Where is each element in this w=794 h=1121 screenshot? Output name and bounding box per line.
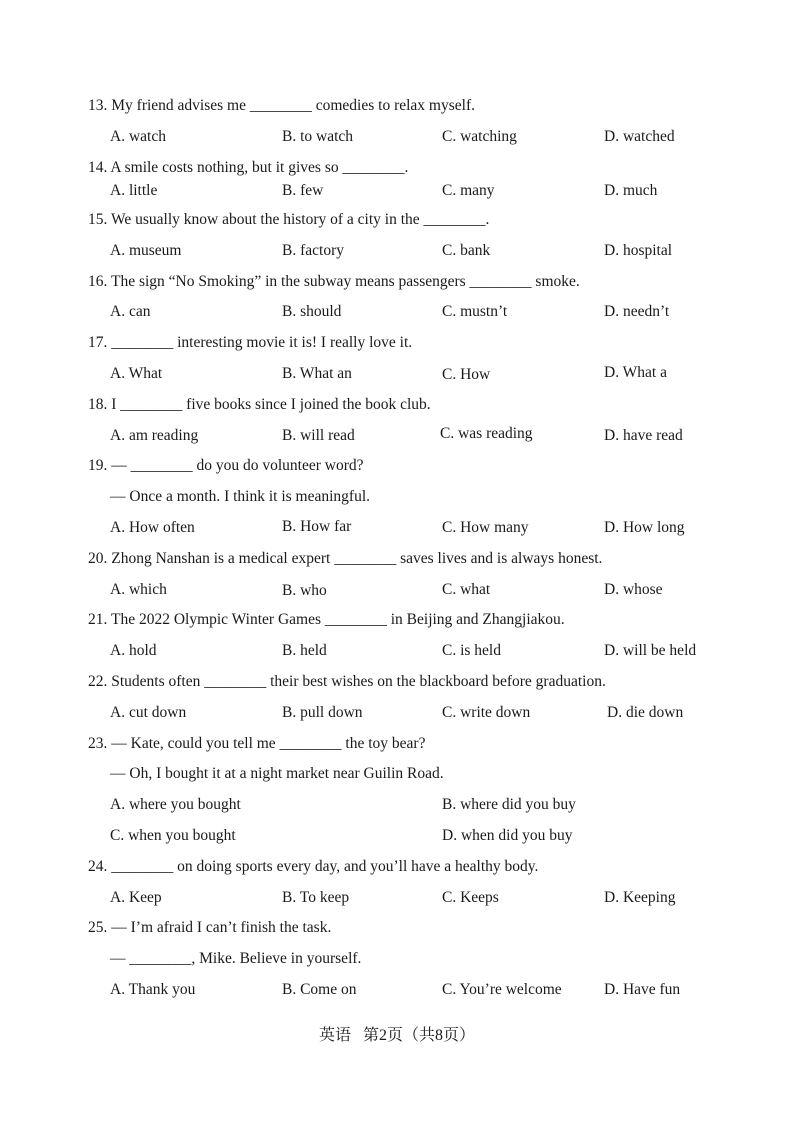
question-19-option-c: C. How many [442, 519, 529, 536]
question-15-option-d: D. hospital [604, 242, 673, 259]
question-15-option-b: B. factory [282, 242, 344, 259]
question-25-option-a: A. Thank you [110, 981, 196, 998]
question-16-option-b: B. should [282, 303, 342, 320]
question-17-option-a: A. What [110, 365, 163, 382]
question-18-option-a: A. am reading [110, 427, 199, 444]
question-21-option-b: B. held [282, 642, 327, 659]
question-18-option-c: C. was reading [440, 425, 533, 442]
question-19-answer-line: — Once a month. I think it is meaningful. [110, 488, 371, 505]
question-15-option-c: C. bank [442, 242, 491, 259]
question-15-option-a: A. museum [110, 242, 182, 259]
question-24-option-b: B. To keep [282, 889, 350, 906]
question-16-option-a: A. can [110, 303, 151, 320]
question-13-stem: 13. My friend advises me ________ comedies to relax myself. [88, 97, 475, 114]
question-17-option-c: C. How [442, 366, 491, 383]
question-23-stem: 23. — Kate, could you tell me ________ the toy bear? [88, 735, 426, 752]
question-23-option-d: D. when did you buy [442, 827, 573, 844]
question-19-option-b: B. How far [282, 518, 352, 535]
question-18-option-b: B. will read [282, 427, 355, 444]
question-25-option-b: B. Come on [282, 981, 357, 998]
question-23-option-b: B. where did you buy [442, 796, 576, 813]
question-16-option-c: C. mustn’t [442, 303, 508, 320]
question-22-option-d: D. die down [607, 704, 684, 721]
question-24-option-c: C. Keeps [442, 889, 499, 906]
question-23-answer-line: — Oh, I bought it at a night market near Guilin Road. [110, 765, 444, 782]
question-23-option-c: C. when you bought [110, 827, 236, 844]
question-17-option-b: B. What an [282, 365, 352, 382]
question-19-option-d: D. How long [604, 519, 685, 536]
question-23-option-a: A. where you bought [110, 796, 241, 813]
question-25-option-d: D. Have fun [604, 981, 681, 998]
question-21-option-c: C. is held [442, 642, 501, 659]
question-14-option-b: B. few [282, 182, 324, 199]
question-13-option-b: B. to watch [282, 128, 354, 145]
question-21-option-a: A. hold [110, 642, 157, 659]
question-13-option-d: D. watched [604, 128, 675, 145]
question-20-option-a: A. which [110, 581, 167, 598]
question-17-stem: 17. ________ interesting movie it is! I really love it. [88, 334, 413, 351]
question-19-option-a: A. How often [110, 519, 195, 536]
question-18-option-d: D. have read [604, 427, 683, 444]
question-14-stem: 14. A smile costs nothing, but it gives so ________. [88, 159, 409, 176]
question-16-option-d: D. needn’t [604, 303, 670, 320]
question-22-option-c: C. write down [442, 704, 531, 721]
question-21-stem: 21. The 2022 Olympic Winter Games ________ in Beijing and Zhangjiakou. [88, 611, 565, 628]
question-13-option-a: A. watch [110, 128, 166, 145]
question-24-option-d: D. Keeping [604, 889, 676, 906]
question-14-option-d: D. much [604, 182, 658, 199]
question-25-answer-line: — ________, Mike. Believe in yourself. [110, 950, 362, 967]
question-20-option-b: B. who [282, 582, 327, 599]
question-18-stem: 18. I ________ five books since I joined the book club. [88, 396, 431, 413]
question-24-option-a: A. Keep [110, 889, 162, 906]
question-14-option-c: C. many [442, 182, 495, 199]
question-15-stem: 15. We usually know about the history of a city in the ________. [88, 211, 490, 228]
question-24-stem: 24. ________ on doing sports every day, and you’ll have a healthy body. [88, 858, 539, 875]
question-20-stem: 20. Zhong Nanshan is a medical expert ________ saves lives and is always honest. [88, 550, 603, 567]
question-22-option-b: B. pull down [282, 704, 363, 721]
question-17-option-d: D. What a [604, 364, 667, 381]
question-14-option-a: A. little [110, 182, 158, 199]
question-22-stem: 22. Students often ________ their best wishes on the blackboard before graduation. [88, 673, 606, 690]
question-25-stem: 25. — I’m afraid I can’t finish the task. [88, 919, 332, 936]
question-16-stem: 16. The sign “No Smoking” in the subway means passengers ________ smoke. [88, 273, 580, 290]
question-20-option-c: C. what [442, 581, 491, 598]
question-19-stem: 19. — ________ do you do volunteer word? [88, 457, 364, 474]
question-13-option-c: C. watching [442, 128, 517, 145]
page-footer: 英语 第2页（共8页） [318, 1027, 475, 1044]
question-21-option-d: D. will be held [604, 642, 697, 659]
question-22-option-a: A. cut down [110, 704, 187, 721]
question-20-option-d: D. whose [604, 581, 663, 598]
question-25-option-c: C. You’re welcome [442, 981, 562, 998]
